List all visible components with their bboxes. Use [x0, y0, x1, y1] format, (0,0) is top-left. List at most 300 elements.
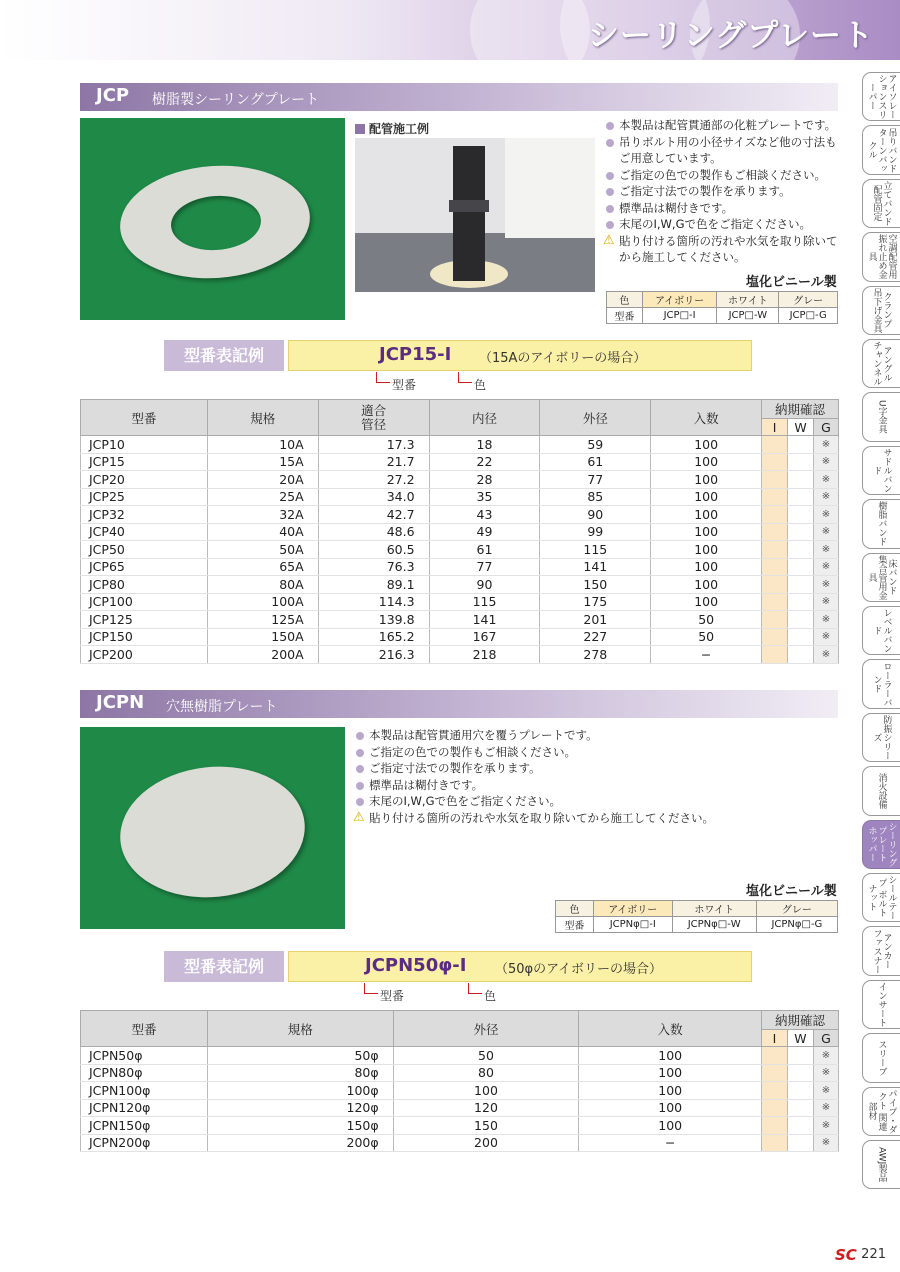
- column-header: W: [787, 1030, 813, 1047]
- table-cell: ※: [813, 628, 838, 646]
- table-cell: ※: [813, 1082, 838, 1100]
- color-table-cell: JCPNφ□-W: [672, 917, 756, 933]
- table-cell: 40A: [207, 523, 318, 541]
- sidebar-tab[interactable]: [862, 659, 900, 708]
- table-cell: 43: [429, 506, 540, 524]
- table-cell: [788, 628, 814, 646]
- sidebar-tab[interactable]: [862, 980, 900, 1029]
- table-cell: [787, 1064, 813, 1082]
- sidebar-tab[interactable]: [862, 179, 900, 228]
- table-cell: 61: [429, 541, 540, 559]
- sidebar-tab-label: クランプ 吊下げ金具: [871, 287, 892, 333]
- table-row: [81, 1134, 839, 1152]
- table-cell: 48.6: [318, 523, 429, 541]
- table-cell: 32A: [207, 506, 318, 524]
- table-cell: 22: [429, 453, 540, 471]
- table-cell: [787, 1082, 813, 1100]
- color-table-cell: 型番: [556, 917, 594, 933]
- install-caption: 配管施工例: [355, 120, 429, 137]
- table-cell: [762, 1134, 788, 1152]
- sidebar-tab[interactable]: [862, 606, 900, 655]
- table-cell: 200φ: [207, 1134, 393, 1152]
- table-cell: JCPN200φ: [81, 1134, 208, 1152]
- table-row: [81, 436, 839, 454]
- table-cell: 50: [651, 611, 762, 629]
- sidebar-tab[interactable]: [862, 820, 900, 869]
- jcpn-name: 穴無樹脂プレート: [166, 699, 278, 715]
- table-cell: [788, 523, 814, 541]
- column-header: 外径: [393, 1011, 579, 1047]
- table-cell: 50: [651, 628, 762, 646]
- jcp-name: 樹脂製シーリングプレート: [152, 92, 320, 108]
- sidebar-tab[interactable]: [862, 766, 900, 815]
- table-cell: ※: [813, 1117, 838, 1135]
- page-title: シーリングプレート: [587, 18, 874, 54]
- sidebar-tab[interactable]: [862, 1087, 900, 1136]
- jcpn-example-code: JCPN50φ-I: [365, 955, 467, 976]
- sidebar-tab-label: スリーブ: [876, 1039, 887, 1076]
- sidebar-tab[interactable]: [862, 873, 900, 922]
- table-cell: JCP100: [81, 593, 208, 611]
- list-item: 末尾のI,W,Gで色をご指定ください。: [605, 216, 845, 233]
- table-cell: ※: [813, 488, 838, 506]
- table-cell: 85: [540, 488, 651, 506]
- table-cell: 50φ: [207, 1047, 393, 1065]
- sidebar-tab-label: 空調配管用 振れ止め金具: [866, 234, 897, 280]
- table-cell: 201: [540, 611, 651, 629]
- table-cell: 27.2: [318, 471, 429, 489]
- table-cell: [787, 1117, 813, 1135]
- list-item: ご指定寸法での製作を承ります。: [355, 760, 835, 777]
- color-table-cell: アイボリー: [642, 292, 717, 308]
- sidebar-tab-label: AWJ製品: [876, 1147, 887, 1183]
- table-cell: 35: [429, 488, 540, 506]
- jcp-color-table: [606, 291, 838, 324]
- table-cell: 115: [540, 541, 651, 559]
- column-header: 入数: [579, 1011, 762, 1047]
- table-cell: [788, 436, 814, 454]
- table-cell: [762, 611, 788, 629]
- table-cell: 100: [579, 1099, 762, 1117]
- column-header: 型番: [81, 1011, 208, 1047]
- table-cell: 100: [651, 593, 762, 611]
- table-cell: 50A: [207, 541, 318, 559]
- table-cell: [762, 646, 788, 664]
- table-cell: 278: [540, 646, 651, 664]
- table-cell: 216.3: [318, 646, 429, 664]
- table-cell: [788, 453, 814, 471]
- table-cell: 100: [651, 436, 762, 454]
- table-cell: ※: [813, 1064, 838, 1082]
- warning-icon: ⚠: [603, 232, 615, 248]
- table-cell: 100: [651, 558, 762, 576]
- table-cell: ※: [813, 541, 838, 559]
- sidebar-tab[interactable]: [862, 499, 900, 548]
- table-cell: [787, 1134, 813, 1152]
- column-header: G: [813, 1030, 838, 1047]
- table-row: [81, 471, 839, 489]
- table-cell: JCPN80φ: [81, 1064, 208, 1082]
- table-cell: 65A: [207, 558, 318, 576]
- table-cell: JCP150: [81, 628, 208, 646]
- sidebar-tab-label: 消火設備: [876, 772, 887, 809]
- table-cell: ※: [813, 593, 838, 611]
- table-row: [81, 523, 839, 541]
- table-cell: 100φ: [207, 1082, 393, 1100]
- table-cell: 120: [393, 1099, 579, 1117]
- color-table-cell: グレー: [756, 901, 837, 917]
- sidebar-tab-label: シーリングプレート ホッパー: [866, 821, 897, 867]
- table-cell: [762, 453, 788, 471]
- jcpn-section-bar: [80, 690, 838, 718]
- table-cell: JCP25: [81, 488, 208, 506]
- table-cell: 100: [651, 488, 762, 506]
- table-cell: JCPN150φ: [81, 1117, 208, 1135]
- table-cell: JCPN50φ: [81, 1047, 208, 1065]
- sidebar-tab-label: 樹脂バンド: [876, 501, 887, 547]
- jcpn-code: JCPN: [96, 692, 145, 713]
- table-cell: 77: [429, 558, 540, 576]
- table-cell: JCP10: [81, 436, 208, 454]
- table-cell: 218: [429, 646, 540, 664]
- table-cell: [762, 1064, 788, 1082]
- list-item: 標準品は糊付きです。: [605, 200, 845, 217]
- table-cell: JCP15: [81, 453, 208, 471]
- table-cell: 227: [540, 628, 651, 646]
- column-header: 納期確認: [762, 1011, 839, 1030]
- table-row: [81, 1064, 839, 1082]
- table-cell: 28: [429, 471, 540, 489]
- color-table-cell: 色: [607, 292, 643, 308]
- column-header: G: [813, 419, 838, 436]
- table-cell: JCPN100φ: [81, 1082, 208, 1100]
- list-item: 末尾のI,W,Gで色をご指定ください。: [355, 793, 835, 810]
- table-cell: 99: [540, 523, 651, 541]
- list-item: ご用意しています。: [619, 151, 722, 165]
- table-cell: 139.8: [318, 611, 429, 629]
- sidebar-tab-label: インサート: [876, 981, 887, 1027]
- table-cell: [762, 576, 788, 594]
- jcp-example-box: [288, 340, 752, 371]
- table-cell: [788, 541, 814, 559]
- table-cell: ※: [813, 1134, 838, 1152]
- table-cell: 100: [579, 1047, 762, 1065]
- jcp-example-note: （15Aのアイボリーの場合）: [479, 351, 647, 366]
- list-item: 本製品は配管貫通用穴を覆うプレートです。: [355, 727, 835, 744]
- table-cell: 15A: [207, 453, 318, 471]
- table-cell: 150: [393, 1117, 579, 1135]
- sidebar-tab-label: サドルバンド: [871, 447, 892, 493]
- table-cell: JCP40: [81, 523, 208, 541]
- color-table-cell: ホワイト: [672, 901, 756, 917]
- table-cell: −: [579, 1134, 762, 1152]
- sidebar-tab[interactable]: [862, 1033, 900, 1082]
- jcpn-color-table: [555, 900, 838, 933]
- sidebar-tab[interactable]: [862, 286, 900, 335]
- table-cell: ※: [813, 646, 838, 664]
- column-header: 型番: [81, 400, 208, 436]
- table-cell: −: [651, 646, 762, 664]
- table-cell: 200: [393, 1134, 579, 1152]
- color-table-cell: 型番: [607, 308, 643, 324]
- table-row: [81, 611, 839, 629]
- table-cell: 100: [651, 576, 762, 594]
- table-cell: [788, 471, 814, 489]
- color-table-cell: JCP□-G: [779, 308, 838, 324]
- table-cell: ※: [813, 1099, 838, 1117]
- table-row: [81, 628, 839, 646]
- sidebar-tab-label: 防振シリーズ: [871, 714, 892, 760]
- table-cell: [788, 488, 814, 506]
- sidebar-tab-label: アイソレーションスリーパー: [866, 74, 897, 120]
- table-cell: 42.7: [318, 506, 429, 524]
- jcp-material: 塩化ビニール製: [746, 275, 837, 290]
- sidebar-tab[interactable]: [862, 446, 900, 495]
- table-cell: 141: [429, 611, 540, 629]
- table-cell: [762, 628, 788, 646]
- warning-icon: ⚠: [353, 809, 365, 825]
- sidebar-tab-label: パイプ・ダクト 関連部材: [866, 1088, 897, 1134]
- table-cell: [762, 593, 788, 611]
- table-cell: 61: [540, 453, 651, 471]
- sidebar-tab[interactable]: [862, 553, 900, 602]
- table-cell: 120φ: [207, 1099, 393, 1117]
- sidebar-tab[interactable]: [862, 232, 900, 281]
- list-item: ⚠ 貼り付ける箇所の汚れや水気を取り除いて: [603, 232, 838, 248]
- table-cell: 100: [651, 541, 762, 559]
- table-cell: 50: [393, 1047, 579, 1065]
- list-item: 本製品は配管貫通部の化粧プレートです。: [605, 117, 845, 134]
- column-header: 納期確認: [762, 400, 839, 419]
- table-cell: 77: [540, 471, 651, 489]
- sidebar-tab-label: アンカー ファスナー: [871, 928, 892, 974]
- table-row: [81, 506, 839, 524]
- sidebar-tab-label: シールテープ ボルトナット: [866, 875, 897, 921]
- table-cell: 150: [540, 576, 651, 594]
- table-cell: 150φ: [207, 1117, 393, 1135]
- page-number: 221: [861, 1247, 886, 1262]
- column-header: 入数: [651, 400, 762, 436]
- table-cell: 49: [429, 523, 540, 541]
- column-header: W: [788, 419, 814, 436]
- table-cell: 100: [651, 453, 762, 471]
- sidebar-tab[interactable]: [862, 339, 900, 388]
- table-cell: 114.3: [318, 593, 429, 611]
- table-cell: 167: [429, 628, 540, 646]
- table-cell: 10A: [207, 436, 318, 454]
- table-cell: 89.1: [318, 576, 429, 594]
- table-cell: [787, 1047, 813, 1065]
- table-cell: ※: [813, 471, 838, 489]
- table-cell: JCP50: [81, 541, 208, 559]
- table-cell: JCP20: [81, 471, 208, 489]
- table-cell: [788, 611, 814, 629]
- table-cell: [762, 558, 788, 576]
- table-cell: [762, 506, 788, 524]
- table-cell: 100A: [207, 593, 318, 611]
- sidebar-tab-label: 立てバンド 配管固定: [871, 180, 892, 226]
- list-item: ご指定寸法での製作を承ります。: [605, 183, 845, 200]
- jcpn-example-label: 型番表記例: [164, 951, 284, 982]
- table-cell: JCP125: [81, 611, 208, 629]
- table-cell: 60.5: [318, 541, 429, 559]
- table-cell: JCP80: [81, 576, 208, 594]
- table-cell: JCP65: [81, 558, 208, 576]
- jcp-example-label: 型番表記例: [164, 340, 284, 371]
- table-cell: 18: [429, 436, 540, 454]
- table-cell: ※: [813, 523, 838, 541]
- table-cell: JCP32: [81, 506, 208, 524]
- table-cell: [762, 1099, 788, 1117]
- table-cell: [762, 1117, 788, 1135]
- table-cell: 80: [393, 1064, 579, 1082]
- jcp-product-photo: [80, 118, 345, 320]
- table-row: [81, 576, 839, 594]
- table-cell: 100: [393, 1082, 579, 1100]
- table-cell: 90: [429, 576, 540, 594]
- list-item: ご指定の色での製作もご相談ください。: [605, 167, 845, 184]
- table-cell: 21.7: [318, 453, 429, 471]
- table-row: [81, 593, 839, 611]
- table-cell: [788, 646, 814, 664]
- table-row: [81, 1082, 839, 1100]
- table-cell: [788, 576, 814, 594]
- sidebar-tab[interactable]: [862, 713, 900, 762]
- color-table-cell: JCPNφ□-G: [756, 917, 837, 933]
- table-cell: ※: [813, 436, 838, 454]
- table-cell: ※: [813, 453, 838, 471]
- color-table-cell: 色: [556, 901, 594, 917]
- table-cell: 59: [540, 436, 651, 454]
- jcpn-example-note: （50φのアイボリーの場合）: [495, 962, 662, 977]
- column-header: 規格: [207, 400, 318, 436]
- color-table-cell: JCP□-I: [642, 308, 717, 324]
- table-cell: ※: [813, 506, 838, 524]
- sidebar-tab[interactable]: [862, 392, 900, 441]
- table-cell: 141: [540, 558, 651, 576]
- list-item: 標準品は糊付きです。: [355, 777, 835, 794]
- column-header: I: [762, 1030, 788, 1047]
- table-cell: 76.3: [318, 558, 429, 576]
- column-header: I: [762, 419, 788, 436]
- jcp-example-code: JCP15-I: [379, 344, 452, 365]
- install-photo: [355, 138, 595, 292]
- table-cell: [762, 1082, 788, 1100]
- list-item: ⚠ 貼り付ける箇所の汚れや水気を取り除いてから施工してください。: [353, 809, 714, 825]
- table-row: [81, 1117, 839, 1135]
- sidebar-tab-label: アングル チャンネル: [871, 341, 892, 387]
- table-cell: 80φ: [207, 1064, 393, 1082]
- table-cell: 150A: [207, 628, 318, 646]
- table-cell: 165.2: [318, 628, 429, 646]
- column-header: 適合 管径: [318, 400, 429, 436]
- table-cell: 90: [540, 506, 651, 524]
- jcpn-product-photo: [80, 727, 345, 929]
- table-cell: 100: [579, 1082, 762, 1100]
- table-cell: [787, 1099, 813, 1117]
- table-cell: 175: [540, 593, 651, 611]
- table-cell: 100: [651, 471, 762, 489]
- jcp-section-bar: [80, 83, 838, 111]
- table-cell: [762, 471, 788, 489]
- jcp-spec-table: [80, 399, 839, 664]
- table-cell: 200A: [207, 646, 318, 664]
- table-cell: [762, 488, 788, 506]
- table-row: [81, 488, 839, 506]
- table-row: [81, 558, 839, 576]
- sidebar-tab-label: 床バンド 集合管用金具: [866, 554, 897, 600]
- jcp-code: JCP: [96, 85, 130, 106]
- table-cell: 17.3: [318, 436, 429, 454]
- column-header: 外径: [540, 400, 651, 436]
- table-cell: 100: [651, 523, 762, 541]
- column-header: 規格: [207, 1011, 393, 1047]
- table-row: [81, 1099, 839, 1117]
- table-cell: [788, 593, 814, 611]
- table-cell: ※: [813, 576, 838, 594]
- page-header: [0, 0, 900, 60]
- jcpn-material: 塩化ビニール製: [746, 884, 837, 899]
- list-item: 吊りボルト用の小径サイズなど他の寸法も: [605, 134, 845, 151]
- table-cell: 125A: [207, 611, 318, 629]
- square-bullet-icon: [355, 124, 365, 134]
- list-item: ご指定の色での製作もご相談ください。: [355, 744, 835, 761]
- table-cell: 80A: [207, 576, 318, 594]
- sidebar-tab-label: U字金具: [876, 400, 887, 434]
- jcpn-features-list: [355, 727, 835, 826]
- color-table-cell: アイボリー: [593, 901, 672, 917]
- table-cell: ※: [813, 611, 838, 629]
- jcp-features-list: [605, 117, 845, 266]
- table-cell: 100: [651, 506, 762, 524]
- column-header: 内径: [429, 400, 540, 436]
- table-row: [81, 541, 839, 559]
- table-row: [81, 453, 839, 471]
- sidebar-tab-label: ローラーバンド: [871, 661, 892, 707]
- sidebar-tab[interactable]: [862, 1140, 900, 1189]
- table-row: [81, 646, 839, 664]
- table-cell: JCP200: [81, 646, 208, 664]
- sidebar-tab[interactable]: [862, 72, 900, 121]
- jcpn-spec-table: [80, 1010, 839, 1152]
- table-cell: 100: [579, 1117, 762, 1135]
- table-cell: ※: [813, 1047, 838, 1065]
- table-cell: 115: [429, 593, 540, 611]
- table-cell: 34.0: [318, 488, 429, 506]
- table-cell: 100: [579, 1064, 762, 1082]
- sidebar-tab[interactable]: [862, 125, 900, 174]
- table-cell: [788, 558, 814, 576]
- table-row: [81, 1047, 839, 1065]
- brand-logo: SC: [835, 1246, 857, 1264]
- list-item: から施工してください。: [619, 250, 746, 264]
- sidebar-tab[interactable]: [862, 926, 900, 975]
- table-cell: [762, 541, 788, 559]
- sidebar-tab-label: レベルバンド: [871, 608, 892, 654]
- table-cell: [762, 436, 788, 454]
- jcpn-example-box: [288, 951, 752, 982]
- table-cell: JCPN120φ: [81, 1099, 208, 1117]
- color-table-cell: JCPNφ□-I: [593, 917, 672, 933]
- table-cell: [788, 506, 814, 524]
- color-table-cell: ホワイト: [717, 292, 779, 308]
- table-cell: ※: [813, 558, 838, 576]
- table-cell: 20A: [207, 471, 318, 489]
- table-cell: [762, 1047, 788, 1065]
- color-table-cell: JCP□-W: [717, 308, 779, 324]
- color-table-cell: グレー: [779, 292, 838, 308]
- table-cell: 25A: [207, 488, 318, 506]
